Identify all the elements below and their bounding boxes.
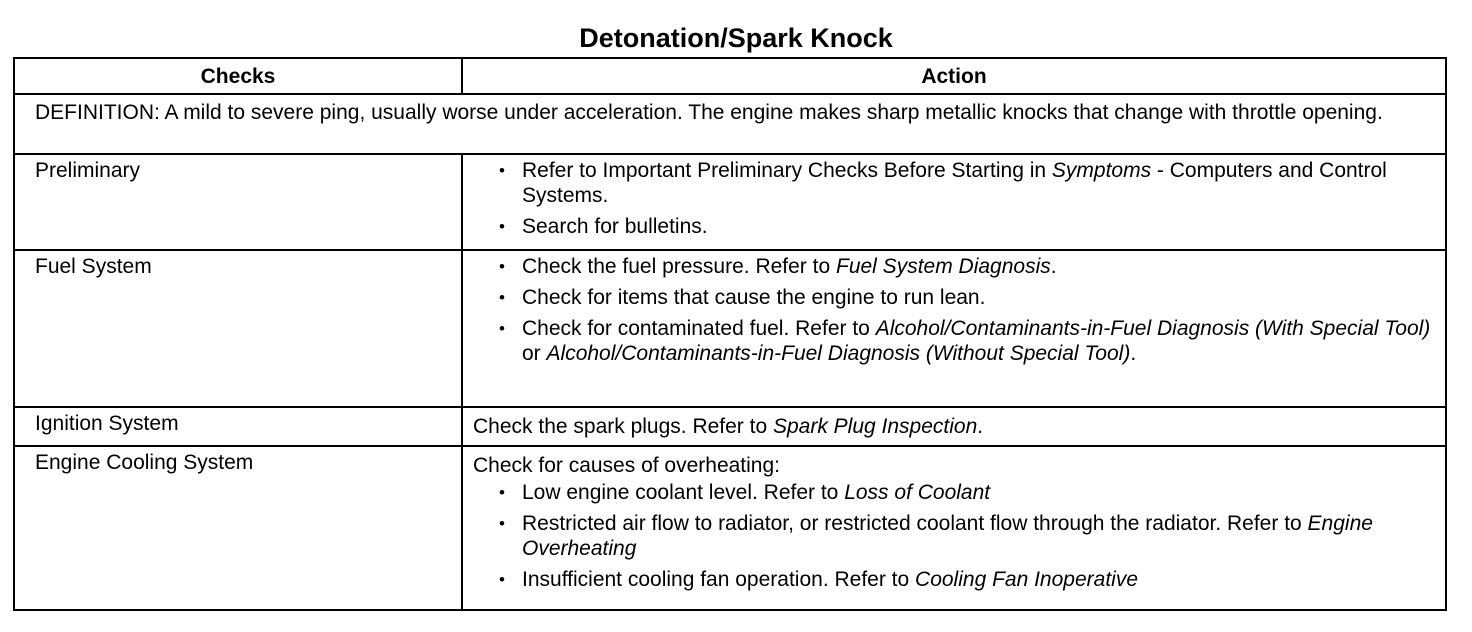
reference-link: Cooling Fan Inoperative (915, 568, 1139, 591)
action-text: Low engine coolant level. Refer to (522, 481, 845, 504)
action-item (473, 480, 1435, 505)
reference-link: Loss of Coolant (844, 481, 991, 504)
action-text: . (977, 415, 984, 438)
action-item (473, 285, 1435, 310)
reference-link: Fuel System Diagnosis (836, 255, 1051, 278)
action-cell (462, 154, 1446, 250)
table-row-engine-cooling-system (14, 446, 1446, 610)
action-item (473, 254, 1435, 279)
action-intro (473, 411, 1435, 441)
table-row-preliminary (14, 154, 1446, 250)
definition-text: DEFINITION: A mild to severe ping, usually worse under acceleration. The engine makes sharp metallic knocks that change with throttle opening. (14, 94, 1446, 154)
action-text: Insufficient cooling fan operation. Refer to (522, 568, 916, 591)
check-label: Preliminary (14, 154, 462, 250)
definition-row (14, 94, 1446, 154)
action-intro: Check for causes of overheating: (473, 454, 781, 477)
action-text: . (1050, 255, 1057, 278)
action-item (473, 316, 1435, 366)
check-label: Fuel System (14, 250, 462, 407)
action-text: Check for contaminated fuel. Refer to (522, 317, 876, 340)
action-item (473, 214, 1435, 239)
table-row-fuel-system (14, 250, 1446, 407)
table-row-ignition-system (14, 407, 1446, 446)
action-text: or (522, 342, 547, 365)
reference-link: Symptoms (1051, 159, 1152, 182)
reference-link: Alcohol/Contaminants-in-Fuel Diagnosis (Without Special Tool) (546, 342, 1131, 365)
page-title: Detonation/Spark Knock (579, 23, 893, 53)
column-header-checks: Checks (14, 58, 462, 94)
action-item (473, 158, 1435, 208)
action-text: - Computers and Control Systems. (522, 159, 1387, 207)
action-text: Refer to Important Preliminary Checks Before Starting in (522, 159, 1052, 182)
action-text: Check the fuel pressure. Refer to (522, 255, 836, 278)
column-header-action: Action (462, 58, 1446, 94)
action-text: Check for items that cause the engine to run lean. (522, 286, 986, 309)
action-cell (462, 446, 1446, 610)
action-cell (462, 407, 1446, 446)
reference-link: Spark Plug Inspection (772, 415, 978, 438)
reference-link: Engine Overheating (522, 512, 1373, 560)
action-text: . (1130, 342, 1137, 365)
diagnostic-table (13, 57, 1447, 611)
action-list (473, 480, 1435, 592)
action-item (473, 567, 1435, 592)
action-cell (462, 250, 1446, 407)
action-item (473, 511, 1435, 561)
action-text: Search for bulletins. (522, 215, 708, 238)
check-label: Engine Cooling System (14, 446, 462, 610)
action-text: Restricted air flow to radiator, or restricted coolant flow through the radiator. Refer to (522, 512, 1308, 535)
action-text: Check the spark plugs. Refer to (473, 415, 773, 438)
action-list (473, 158, 1435, 239)
reference-link: Alcohol/Contaminants-in-Fuel Diagnosis (With Special Tool) (875, 317, 1431, 340)
check-label: Ignition System (14, 407, 462, 446)
action-list (473, 254, 1435, 366)
header-row (14, 58, 1446, 94)
